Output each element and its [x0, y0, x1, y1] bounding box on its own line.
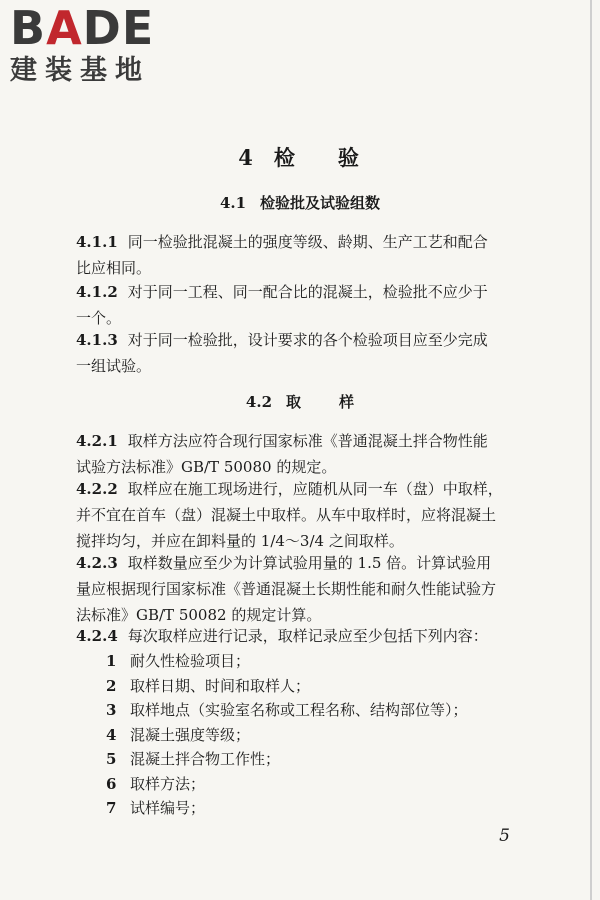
section-title-4-1: 4.1 检验批及试验组数	[219, 194, 381, 212]
list-item: 1 耐久性检验项目；	[106, 652, 251, 670]
list-item: 3 取样地点（实验室名称或工程名称、结构部位等）；	[106, 701, 468, 719]
clause-4-1-3: 4.1.3 对于同一检验批，设计要求的各个检验项目应至少完成 一组试验。	[76, 331, 488, 375]
clause-4-2-4: 4.2.4 每次取样应进行记录，取样记录应至少包括下列内容：	[76, 627, 488, 645]
page-number: 5	[499, 826, 510, 846]
page-edge	[590, 0, 592, 900]
watermark-latin: BADE	[10, 1, 155, 55]
list-item: 2 取样日期、时间和取样人；	[106, 677, 311, 695]
clause-4-1-1: 4.1.1 同一检验批混凝土的强度等级、龄期、生产工艺和配合 比应相同。	[76, 233, 488, 277]
watermark-chinese: 建装基地	[10, 55, 150, 86]
clause-4-2-2: 4.2.2 取样应在施工现场进行，应随机从同一车（盘）中取样， 并不宜在首车（盘）混凝土中取样。从车中取样时，应将混凝土 搅拌均匀，并应在卸料量的 1/4～3/4 之间取样。	[76, 480, 503, 550]
list-item: 6 取样方法；	[106, 775, 206, 793]
chapter-title-a: 检	[273, 145, 298, 170]
chapter-title	[0, 142, 600, 172]
section-title-4-2: 4.2 取 样	[245, 393, 355, 411]
chapter-title-b: 验	[337, 145, 362, 170]
list-item: 7 试样编号；	[106, 799, 206, 817]
clause-4-1-2: 4.1.2 对于同一工程、同一配合比的混凝土，检验批不应少于 一个。	[76, 283, 488, 327]
clause-4-2-3: 4.2.3 取样数量应至少为计算试验用量的 1.5 倍。计算试验用 量应根据现行国家标准《普通混凝土长期性能和耐久性能试验方 法标准》GB/T 50082 的规定计算。	[76, 554, 497, 624]
list-item: 5 混凝土拌合物工作性；	[106, 750, 281, 768]
watermark-logo	[10, 1, 180, 94]
clause-4-2-1: 4.2.1 取样方法应符合现行国家标准《普通混凝土拌合物性能 试验方法标准》GB/T 50080 的规定。	[76, 432, 488, 476]
list-item: 4 混凝土强度等级；	[106, 726, 251, 744]
chapter-number: 4	[238, 145, 256, 170]
